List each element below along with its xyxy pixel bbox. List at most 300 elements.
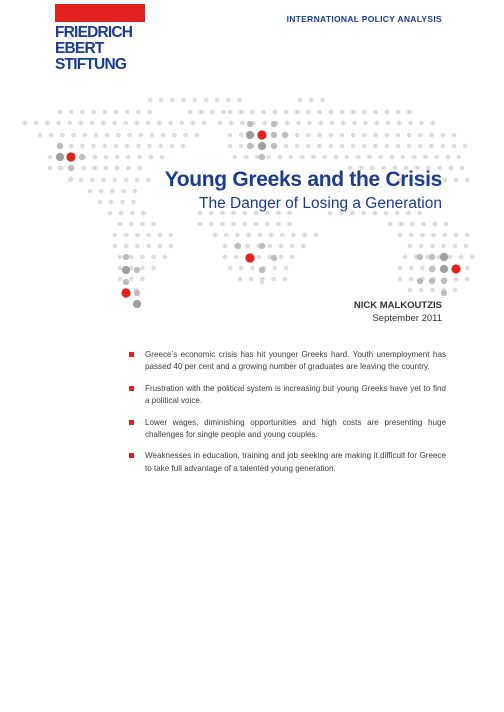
- map-dot: [157, 121, 162, 126]
- map-dot: [266, 155, 271, 160]
- map-dot: [352, 121, 357, 126]
- map-dot: [397, 121, 402, 126]
- map-dot: [118, 277, 123, 282]
- map-dot: [322, 155, 327, 160]
- map-dot: [465, 178, 470, 183]
- map-dot: [228, 266, 233, 271]
- map-dot: [317, 133, 322, 138]
- map-dot: [362, 133, 367, 138]
- map-dot: [465, 233, 470, 238]
- map-dot: [136, 144, 141, 149]
- map-dot: [169, 233, 174, 238]
- map-dot: [83, 133, 88, 138]
- key-point-text: Lower wages, diminishing opportunities and high costs are presenting huge challenges for single people and young couples.: [145, 417, 446, 440]
- map-dot: [104, 166, 109, 171]
- map-dot: [398, 277, 403, 282]
- map-dot: [429, 266, 435, 272]
- map-dot: [118, 255, 123, 260]
- map-dot: [183, 133, 188, 138]
- map-dot: [135, 233, 140, 238]
- map-dot: [256, 255, 261, 260]
- map-dot: [317, 110, 322, 115]
- map-dot: [334, 155, 339, 160]
- map-dot: [69, 144, 74, 149]
- map-dot: [409, 277, 414, 282]
- map-dot: [419, 121, 424, 126]
- map-dot: [129, 255, 134, 260]
- map-dot: [247, 143, 253, 149]
- map-dot: [407, 133, 412, 138]
- map-dot: [234, 255, 239, 260]
- map-dot: [180, 121, 185, 126]
- map-dot: [408, 244, 413, 249]
- map-dot: [199, 110, 204, 115]
- map-dot: [235, 243, 241, 249]
- map-dot: [148, 98, 153, 103]
- map-dot: [245, 244, 250, 249]
- map-dot: [193, 98, 198, 103]
- map-dot: [137, 155, 142, 160]
- map-dot: [249, 277, 254, 282]
- map-dot: [448, 255, 453, 260]
- logo-line-1: FRIEDRICH: [55, 24, 133, 41]
- map-dot: [408, 121, 413, 126]
- map-dot: [441, 278, 447, 284]
- map-dot: [228, 144, 233, 149]
- map-dot: [60, 133, 65, 138]
- map-dot: [146, 178, 151, 183]
- map-dot: [129, 277, 134, 282]
- map-dot: [441, 290, 447, 296]
- map-dot: [351, 133, 356, 138]
- map-dot: [240, 121, 245, 126]
- map-dot: [407, 144, 412, 149]
- map-dot: [81, 166, 86, 171]
- map-dot: [88, 189, 93, 194]
- map-dot: [125, 144, 130, 149]
- map-dot: [273, 110, 278, 115]
- map-dot: [306, 110, 311, 115]
- map-dot: [330, 121, 335, 126]
- map-dot: [135, 178, 140, 183]
- map-dot: [79, 121, 84, 126]
- map-dot: [378, 155, 383, 160]
- map-dot: [23, 121, 28, 126]
- map-dot: [429, 254, 435, 260]
- map-dot: [290, 244, 295, 249]
- map-dot: [282, 132, 288, 138]
- map-dot: [122, 266, 130, 274]
- map-dot: [220, 222, 225, 227]
- map-dot: [213, 233, 218, 238]
- map-dot: [237, 98, 242, 103]
- map-dot: [91, 110, 96, 115]
- publication-date: September 2011: [372, 313, 442, 324]
- red-square-bullet-icon: [129, 386, 134, 391]
- map-dot: [385, 144, 390, 149]
- map-dot: [151, 266, 156, 271]
- map-dot: [284, 144, 289, 149]
- map-dot: [271, 143, 277, 149]
- map-dot: [398, 233, 403, 238]
- map-dot: [429, 278, 435, 284]
- map-dot: [181, 98, 186, 103]
- map-dot: [80, 144, 85, 149]
- map-dot: [105, 133, 110, 138]
- map-dot: [399, 222, 404, 227]
- map-dot: [151, 255, 156, 260]
- map-dot: [198, 222, 203, 227]
- map-dot: [419, 288, 424, 293]
- map-dot: [120, 200, 125, 205]
- map-dot: [453, 288, 458, 293]
- map-dot: [440, 253, 448, 261]
- map-dot: [218, 121, 223, 126]
- map-dot: [320, 98, 325, 103]
- map-dot: [56, 121, 61, 126]
- key-point: [128, 417, 446, 442]
- map-dot: [259, 154, 265, 160]
- map-dot: [453, 244, 458, 249]
- logo-line-3: STIFTUNG: [55, 56, 127, 73]
- map-dot: [373, 110, 378, 115]
- map-dot: [140, 277, 145, 282]
- key-points-list: [128, 349, 446, 484]
- map-dot: [409, 233, 414, 238]
- map-dot: [98, 200, 103, 205]
- map-dot: [45, 121, 50, 126]
- map-dot: [161, 133, 166, 138]
- map-dot: [239, 133, 244, 138]
- map-dot: [362, 144, 367, 149]
- map-dot: [295, 144, 300, 149]
- map-dot: [210, 110, 215, 115]
- author-name: NICK MALKOUTZIS: [353, 300, 442, 311]
- map-dot: [250, 110, 255, 115]
- map-dot: [69, 177, 74, 182]
- map-dot: [104, 155, 109, 160]
- map-dot: [386, 121, 391, 126]
- map-dot: [123, 279, 129, 285]
- map-dot: [228, 133, 233, 138]
- highlight-map-dot: [121, 288, 130, 297]
- map-dot: [441, 144, 446, 149]
- map-dot: [135, 121, 140, 126]
- map-dot: [373, 144, 378, 149]
- map-dot: [228, 110, 233, 115]
- map-dot: [79, 154, 85, 160]
- map-dot: [239, 266, 244, 271]
- map-dot: [259, 267, 265, 273]
- map-dot: [463, 144, 468, 149]
- map-dot: [423, 155, 428, 160]
- map-dot: [362, 110, 367, 115]
- map-dot: [168, 121, 173, 126]
- map-dot: [223, 244, 228, 249]
- map-dot: [149, 155, 154, 160]
- map-dot: [444, 222, 449, 227]
- map-dot: [116, 133, 121, 138]
- map-dot: [158, 244, 163, 249]
- red-square-bullet-icon: [129, 453, 134, 458]
- map-dot: [151, 222, 156, 227]
- map-dot: [99, 189, 104, 194]
- map-dot: [300, 155, 305, 160]
- map-dot: [49, 133, 54, 138]
- map-dot: [460, 166, 465, 171]
- map-dot: [247, 121, 253, 127]
- map-dot: [221, 110, 226, 115]
- map-dot: [126, 155, 131, 160]
- map-dot: [263, 121, 268, 126]
- map-dot: [340, 144, 345, 149]
- map-dot: [351, 144, 356, 149]
- map-dot: [114, 144, 119, 149]
- map-dot: [314, 233, 319, 238]
- key-point-text: Weaknesses in education, training and job seeking are making it difficult for Greece to take full advantage of a talented young generation.: [145, 451, 446, 473]
- key-point-text: Greece’s economic crisis has hit younger Greeks hard. Youth unemployment has passed 40 per cent and a growing number of graduates are leaving the country.: [145, 350, 446, 372]
- map-dot: [459, 255, 464, 260]
- map-dot: [34, 121, 39, 126]
- map-dot: [279, 244, 284, 249]
- map-dot: [195, 133, 200, 138]
- map-dot: [115, 155, 120, 160]
- map-dot: [329, 144, 334, 149]
- key-point: [128, 383, 446, 408]
- map-dot: [141, 211, 146, 216]
- map-dot: [291, 233, 296, 238]
- map-dot: [429, 133, 434, 138]
- page-title: Young Greeks and the Crisis: [164, 168, 442, 191]
- key-point: [128, 349, 446, 374]
- map-dot: [68, 121, 73, 126]
- map-dot: [375, 121, 380, 126]
- map-dot: [345, 155, 350, 160]
- map-dot: [119, 211, 124, 216]
- highlight-map-dot: [66, 152, 75, 161]
- map-dot: [121, 189, 126, 194]
- map-dot: [464, 244, 469, 249]
- map-dot: [306, 144, 311, 149]
- map-dot: [268, 244, 273, 249]
- map-dot: [150, 133, 155, 138]
- map-dot: [363, 121, 368, 126]
- map-dot: [410, 222, 415, 227]
- logo-line-2: EBERT: [55, 40, 104, 57]
- map-dot: [271, 277, 276, 282]
- map-dot: [260, 280, 265, 285]
- map-dot: [57, 143, 63, 149]
- map-dot: [284, 110, 289, 115]
- map-dot: [147, 144, 152, 149]
- map-dot: [403, 255, 408, 260]
- map-dot: [136, 110, 141, 115]
- map-dot: [134, 267, 140, 273]
- map-dot: [69, 110, 74, 115]
- map-dot: [449, 166, 454, 171]
- map-dot: [93, 166, 98, 171]
- map-dot: [169, 244, 174, 249]
- map-dot: [431, 233, 436, 238]
- map-dot: [243, 222, 248, 227]
- map-dot: [441, 244, 446, 249]
- map-dot: [124, 121, 129, 126]
- highlight-map-dot: [257, 130, 266, 139]
- map-dot: [457, 155, 462, 160]
- map-dot: [118, 266, 123, 271]
- map-dot: [271, 121, 277, 127]
- highlight-map-dot: [451, 264, 460, 273]
- map-dot: [56, 153, 64, 161]
- map-dot: [133, 189, 138, 194]
- map-dot: [419, 244, 424, 249]
- highlight-map-dot: [245, 253, 254, 262]
- map-dot: [125, 110, 130, 115]
- map-dot: [139, 133, 144, 138]
- map-dot: [209, 222, 214, 227]
- red-square-bullet-icon: [129, 420, 134, 425]
- map-dot: [235, 233, 240, 238]
- map-dot: [103, 110, 108, 115]
- map-dot: [133, 300, 141, 308]
- map-dot: [356, 155, 361, 160]
- map-dot: [465, 277, 470, 282]
- map-dot: [283, 277, 288, 282]
- map-dot: [284, 266, 289, 271]
- map-dot: [58, 166, 63, 171]
- red-square-bullet-icon: [129, 352, 134, 357]
- map-dot: [385, 110, 390, 115]
- map-dot: [233, 155, 238, 160]
- map-dot: [279, 255, 284, 260]
- key-point-text: Frustration with the political system is increasing but young Greeks have yet to find a political voice.: [145, 383, 446, 406]
- map-dot: [79, 178, 84, 183]
- map-dot: [454, 233, 459, 238]
- map-dot: [258, 233, 263, 238]
- map-dot: [351, 110, 356, 115]
- map-dot: [115, 166, 120, 171]
- map-dot: [246, 233, 251, 238]
- map-dot: [417, 254, 423, 260]
- map-dot: [271, 255, 277, 261]
- map-dot: [108, 211, 113, 216]
- map-dot: [223, 255, 228, 260]
- map-dot: [124, 178, 129, 183]
- map-dot: [90, 178, 95, 183]
- map-dot: [48, 155, 53, 160]
- map-dot: [388, 222, 393, 227]
- map-dot: [454, 277, 459, 282]
- map-dot: [204, 98, 209, 103]
- map-dot: [452, 133, 457, 138]
- map-dot: [420, 266, 425, 271]
- map-dot: [306, 133, 311, 138]
- map-dot: [93, 155, 98, 160]
- map-dot: [126, 166, 131, 171]
- map-dot: [443, 233, 448, 238]
- map-dot: [191, 121, 196, 126]
- map-dot: [90, 121, 95, 126]
- map-dot: [265, 222, 270, 227]
- key-point: [128, 450, 446, 475]
- map-dot: [418, 133, 423, 138]
- map-dot: [446, 155, 451, 160]
- map-dot: [229, 121, 234, 126]
- map-dot: [278, 155, 283, 160]
- map-dot: [129, 222, 134, 227]
- map-dot: [146, 121, 151, 126]
- map-dot: [130, 211, 135, 216]
- map-dot: [159, 98, 164, 103]
- map-dot: [231, 222, 236, 227]
- map-dot: [146, 244, 151, 249]
- map-dot: [271, 132, 277, 138]
- map-dot: [101, 178, 106, 183]
- map-dot: [276, 222, 281, 227]
- map-dot: [367, 155, 372, 160]
- map-dot: [454, 178, 459, 183]
- map-dot: [311, 155, 316, 160]
- map-dot: [140, 222, 145, 227]
- map-dot: [407, 110, 412, 115]
- map-dot: [114, 110, 119, 115]
- map-dot: [170, 144, 175, 149]
- map-dot: [172, 133, 177, 138]
- map-dot: [224, 233, 229, 238]
- map-dot: [261, 110, 266, 115]
- map-dot: [430, 288, 435, 293]
- map-dot: [58, 110, 63, 115]
- map-dot: [110, 189, 115, 194]
- map-dot: [163, 255, 168, 260]
- map-dot: [239, 110, 244, 115]
- map-dot: [127, 133, 132, 138]
- map-dot: [269, 233, 274, 238]
- map-dot: [409, 266, 414, 271]
- map-dot: [408, 288, 413, 293]
- map-dot: [396, 133, 401, 138]
- map-dot: [124, 244, 129, 249]
- map-dot: [71, 133, 76, 138]
- map-dot: [470, 255, 475, 260]
- map-dot: [48, 166, 53, 171]
- map-dot: [273, 266, 278, 271]
- map-dot: [258, 142, 266, 150]
- map-dot: [68, 165, 74, 171]
- map-dot: [181, 144, 186, 149]
- map-dot: [170, 98, 175, 103]
- map-dot: [285, 121, 290, 126]
- map-dot: [390, 155, 395, 160]
- map-dot: [259, 243, 265, 249]
- map-dot: [301, 244, 306, 249]
- map-dot: [434, 155, 439, 160]
- map-dot: [147, 110, 152, 115]
- map-dot: [109, 200, 114, 205]
- map-dot: [254, 222, 259, 227]
- map-dot: [296, 121, 301, 126]
- map-dot: [341, 121, 346, 126]
- map-dot: [244, 155, 249, 160]
- map-dot: [317, 144, 322, 149]
- map-dot: [443, 178, 448, 183]
- map-dot: [146, 233, 151, 238]
- map-dot: [340, 133, 345, 138]
- map-dot: [441, 133, 446, 138]
- map-dot: [112, 121, 117, 126]
- map-dot: [239, 144, 244, 149]
- map-dot: [113, 244, 118, 249]
